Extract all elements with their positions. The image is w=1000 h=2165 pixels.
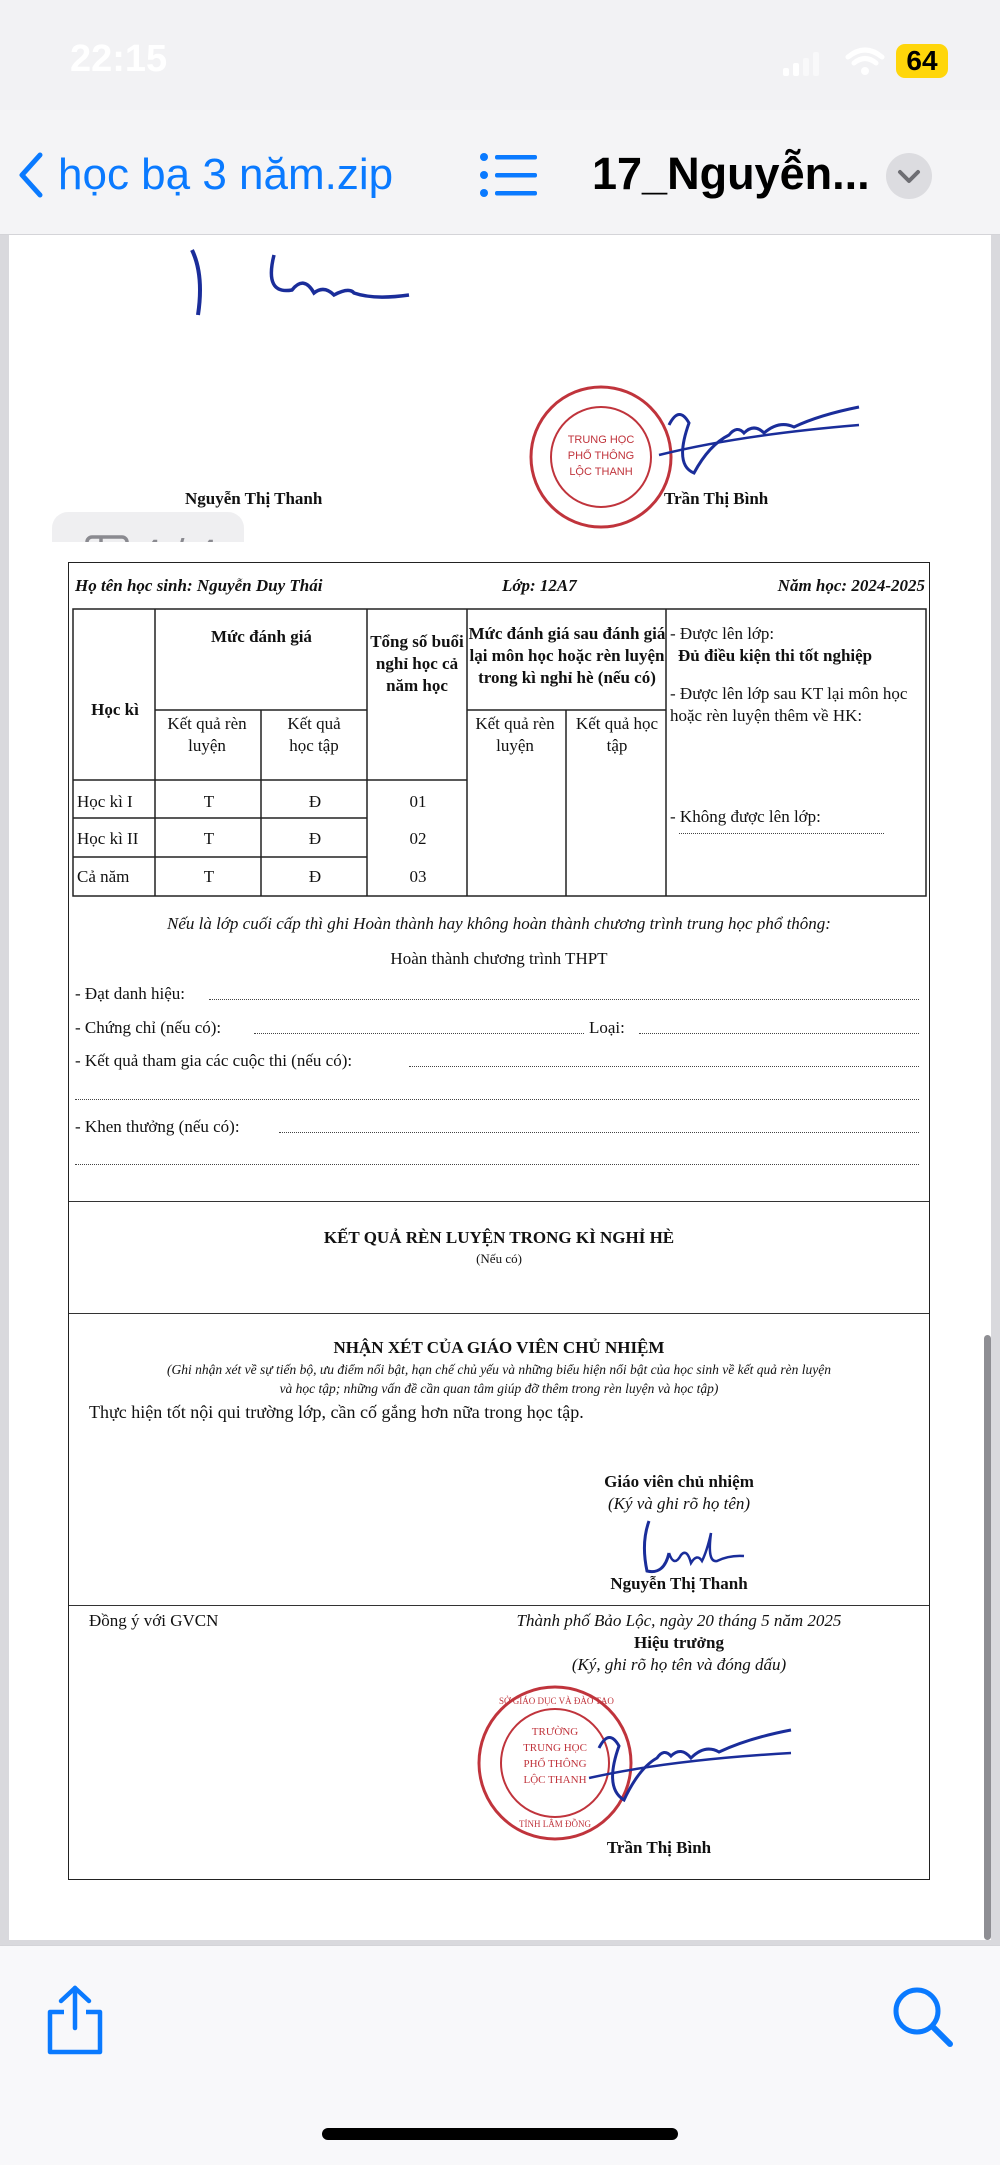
row-term: Học kì I [77,792,133,811]
title-award-label: - Đạt danh hiệu: [75,984,185,1003]
teacher-name: Nguyễn Thị Thanh [610,1574,748,1593]
navigation-bar [0,110,1000,235]
chevron-left-icon [18,152,44,198]
th-evaluation: Mức đánh giá [211,627,312,646]
svg-text:PHỔ THÔNG: PHỔ THÔNG [567,450,635,462]
row-conduct: T [203,867,215,886]
battery-indicator: 64 [896,44,948,78]
home-indicator[interactable] [322,2128,678,2140]
chevron-down-icon [886,153,932,199]
row-absences: 02 [409,829,427,848]
contest-blank [409,1066,919,1067]
principal-name: Trần Thị Bình [606,1838,712,1857]
promotion-label: - Được lên lớp: [670,624,775,643]
title-menu-button[interactable] [886,153,932,199]
row-absences: 01 [409,792,427,811]
svg-text:LỘC THANH: LỘC THANH [569,466,633,478]
prev-teacher-name: Nguyễn Thị Thanh [185,489,323,508]
wifi-icon [845,46,885,76]
scroll-indicator[interactable] [984,1335,991,1940]
list-icon[interactable] [478,150,540,200]
stamp-line-3: PHỔ THÔNG [523,1758,587,1770]
stamp-line-1: TRƯỜNG [531,1726,579,1738]
final-year-note: Nếu là lớp cuối cấp thì ghi Hoàn thành hay không hoàn thành chương trình trung học phổ thông: [167,914,831,933]
promotion-denied: - Không được lên lớp: [670,807,821,826]
principal-sign-note: (Ký, ghi rõ họ tên và đóng dấu) [571,1655,787,1674]
promotion-retest: - Được lên lớp sau KT lại môn học hoặc rèn luyện thêm về HK: [670,684,908,725]
back-button-label: học bạ 3 năm.zip [58,150,394,199]
reward-label: - Khen thưởng (nếu có): [75,1117,240,1136]
teacher-comment: Thực hiện tốt nội qui trường lớp, cần cố gắng hơn nữa trong học tập. [89,1402,584,1422]
contest-label: - Kết quả tham gia các cuộc thi (nếu có): [75,1051,353,1070]
row-conduct: T [203,792,215,811]
certificate-type-blank [639,1033,919,1034]
th-reeval-conduct: Kết quả rèn luyện [475,714,555,755]
stamp-line-2: TRUNG HỌC [523,1742,587,1754]
school-year: Năm học: 2024-2025 [777,576,925,595]
th-absences: Tổng số buổi nghỉ học cả năm học [370,632,464,695]
student-name: Họ tên học sinh: Nguyễn Duy Thái [75,576,323,595]
row-study: Đ [308,867,322,886]
row-study: Đ [308,829,322,848]
certificate-label: - Chứng chỉ (nếu có): [75,1018,222,1037]
th-term: Học kì [91,700,139,719]
teacher-sign-note: (Ký và ghi rõ họ tên) [607,1494,751,1513]
svg-text:TRUNG HỌC: TRUNG HỌC [567,434,635,446]
certificate-blank [254,1033,584,1034]
th-reeval-study: Kết quả học tập [575,714,659,755]
comment-note-1: (Ghi nhận xét về sự tiến bộ, ưu điểm nổi bật, hạn chế chủ yếu và những biểu hiện nổi bật của học sinh về kết quả rèn luyện [167,1362,831,1377]
contest-blank-2 [75,1099,919,1100]
row-study: Đ [308,792,322,811]
search-icon[interactable] [890,1984,956,2050]
final-year-value: Hoàn thành chương trình THPT [390,949,608,968]
row-absences: 03 [409,867,427,886]
comment-note-2: và học tập; những vấn đề cần quan tâm giúp đỡ thêm trong rèn luyện và học tập) [279,1381,719,1396]
pdf-page-4 [9,542,991,1940]
teacher-role: Giáo viên chủ nhiệm [604,1472,754,1491]
row-term: Cả năm [77,867,130,886]
promotion-value: Đủ điều kiện thi tốt nghiệp [678,646,873,665]
stamp-ring-bottom: TỈNH LÂM ĐỒNG [519,1819,591,1829]
teacher-signature-image [174,245,414,325]
reward-blank [279,1132,919,1133]
report-frame [68,562,930,1880]
principal-signature-image [559,1708,799,1828]
stamp-line-4: LỘC THANH [523,1774,587,1786]
reward-blank-2 [75,1164,919,1165]
principal-role: Hiệu trưởng [634,1633,724,1652]
th-reevaluation: Mức đánh giá sau đánh giá lại môn học hoặc rèn luyện trong kì nghỉ hè (nếu có) [468,624,666,687]
share-icon[interactable] [44,1984,106,2056]
th-conduct: Kết quả rèn luyện [167,714,247,755]
summer-subtitle: (Nếu có) [476,1251,522,1266]
certificate-type-label: Loại: [589,1018,625,1037]
principal-agree: Đồng ý với GVCN [89,1611,219,1630]
comment-title: NHẬN XÉT CỦA GIÁO VIÊN CHỦ NHIỆM [333,1338,665,1357]
row-term: Học kì II [77,829,139,848]
document-title[interactable]: 17_Nguyễn... [592,148,870,199]
status-bar [0,0,1000,110]
stamp-ring-top: SỞ GIÁO DỤC VÀ ĐÀO TẠO [499,1696,614,1706]
divider [69,1201,929,1202]
document-pages[interactable] [0,235,1000,1945]
principal-signature-image [619,395,869,485]
title-award-blank [209,999,919,1000]
th-study: Kết quả học tập [287,714,341,755]
promotion-denied-blank [679,833,884,834]
divider [69,1605,929,1606]
divider [69,1313,929,1314]
cellular-signal-icon [783,52,819,76]
back-button[interactable] [18,145,393,205]
status-time: 22:15 [70,38,168,80]
prev-principal-name: Trần Thị Bình [664,489,769,508]
row-conduct: T [203,829,215,848]
class-name: Lớp: 12A7 [502,576,577,595]
place-date: Thành phố Bảo Lộc, ngày 20 tháng 5 năm 2025 [516,1611,842,1630]
summer-title: KẾT QUẢ RÈN LUYỆN TRONG KÌ NGHỈ HÈ [323,1228,675,1247]
